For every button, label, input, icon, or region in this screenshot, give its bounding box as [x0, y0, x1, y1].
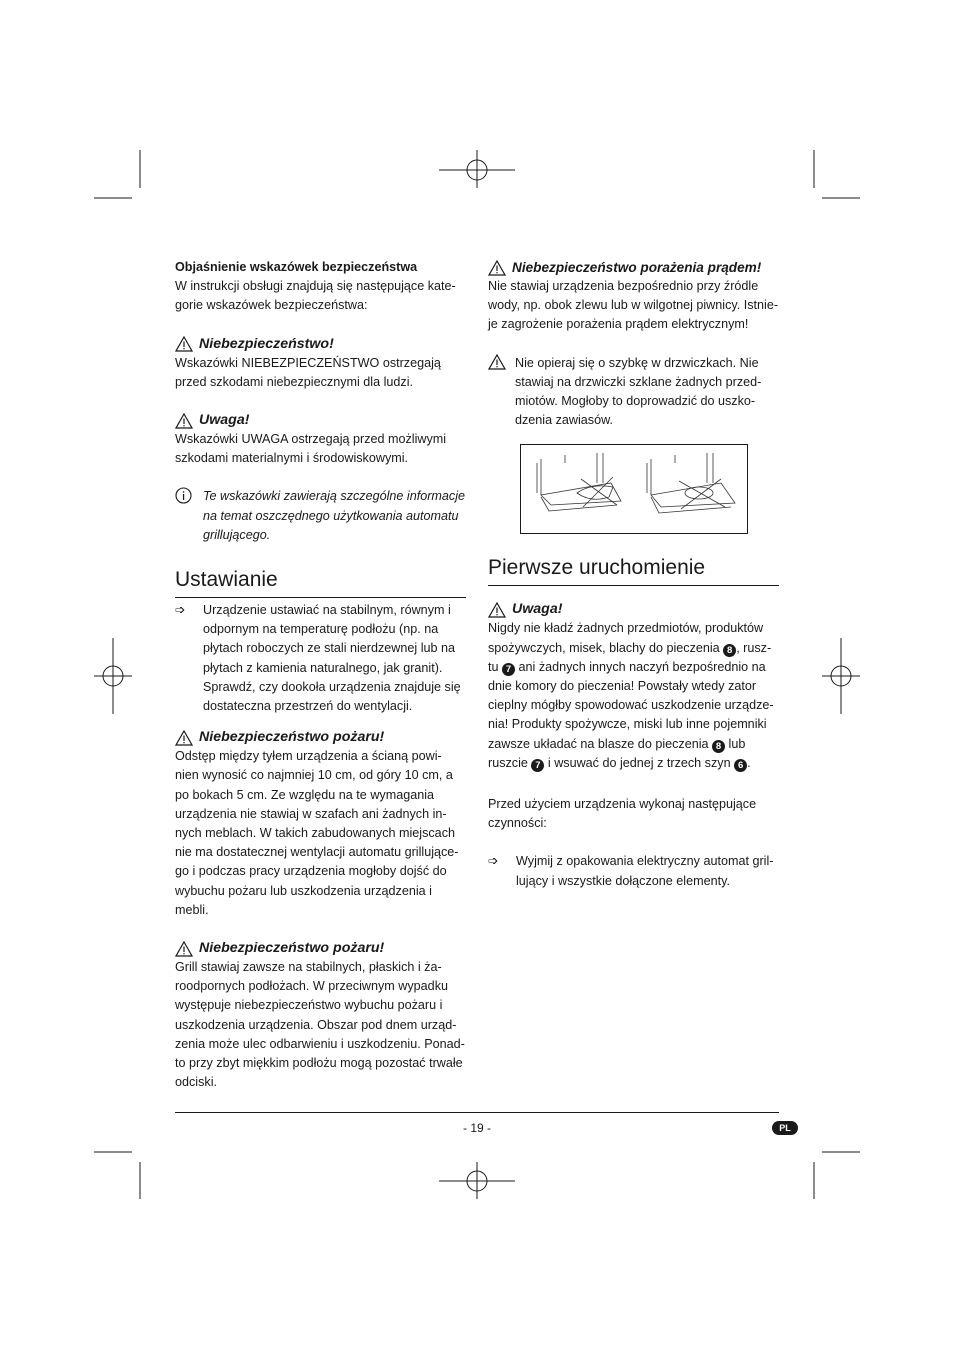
unpack-item-text: Wyjmij z opakowania elektryczny automat gril- lujący i wszystkie dołączone elementy.	[516, 854, 774, 888]
ref-badge: 6	[734, 759, 747, 772]
danger-text: Wskazówki NIEBEZPIECZEŃSTWO ostrzegają przed szkodami niebezpiecznymi dla ludzi.	[175, 355, 441, 389]
caution-title-2: Uwaga!	[512, 601, 563, 618]
section-title-setup: Ustawianie	[175, 567, 466, 598]
caution-heading-2	[488, 600, 779, 619]
warning-triangle-icon	[175, 336, 193, 352]
setup-list-item	[175, 601, 466, 716]
arrow-bullet-icon: ➩	[175, 603, 186, 618]
page-number: - 19 -	[462, 1121, 491, 1135]
left-column	[175, 258, 466, 1093]
info-icon	[175, 487, 192, 504]
arrow-bullet-icon: ➩	[488, 854, 499, 869]
warning-triangle-icon	[175, 413, 193, 429]
shock-danger-text: Nie stawiaj urządzenia bezpośrednio przy źródle wody, np. obok zlewu lub w wilgotnej piwnicy. Istnie- je zagrożenie porażenia prądem elektrycznym!	[488, 279, 779, 332]
door-warning	[488, 354, 779, 431]
footer-rule	[175, 1112, 779, 1113]
safety-explanation-heading: Objaśnienie wskazówek bezpieczeństwa	[175, 260, 418, 274]
caution-title: Uwaga!	[199, 412, 250, 429]
door-illustration	[520, 444, 748, 534]
before-use-text: Przed użyciem urządzenia wykonaj następujące czynności:	[488, 797, 757, 831]
danger-heading	[175, 335, 466, 354]
warning-triangle-icon	[175, 730, 193, 746]
fire-danger-text-2: Grill stawiaj zawsze na stabilnych, płaskich i ża- roodpornych podłożach. W przeciwnym wypadku występuje niebezpieczeństwo wybuchu pożaru i uszkodzenia urządzenia. Obszar pod dnem urząd- zenia może ulec odbarwieniu i uszkodzeniu. Ponad- to przy zbyt miękkim podłożu mogą pozostać trwałe odciski.	[175, 960, 465, 1090]
right-column	[488, 258, 779, 891]
shock-danger-heading	[488, 258, 779, 277]
unpack-list-item	[488, 852, 779, 890]
caution-text-2: Nigdy nie kładź żadnych przedmiotów, produktów spożywczych, misek, blachy do pieczenia 8 , rusz- tu 7 ani żadnych innych naczyń bezpośrednio na dnie komory do pieczenia! Powstały wtedy zator cieplny mógłby spowodować uszkodzenie urządze- nia! Produkty spożywcze, miski lub inne pojemniki zawsze układać na blasze do pieczenia 8 lub ruszcie 7 i wsuwać do jednej z trzech szyn 6 .	[488, 621, 774, 771]
shock-danger-title: Niebezpieczeństwo porażenia prądem!	[512, 260, 762, 275]
fire-danger-text-1: Odstęp między tyłem urządzenia a ścianą powi- nien wynosić co najmniej 10 cm, od góry 10 cm, a po bokach 5 cm. Ze względu na te wymagania urządzenia nie stawiaj w szafach ani żadnych in- nych meblach. W takich zabudowanych miejscach nie ma dostatecznej wentylacji automatu grillujące- go i podczas pracy urządzenia mogłoby dojść do wybuchu pożaru lub uszkodzenia urządzenia i mebli.	[175, 749, 459, 917]
language-badge: PL	[772, 1121, 798, 1135]
caution-text: Wskazówki UWAGA ostrzegają przed możliwymi szkodami materialnymi i środowiskowymi.	[175, 432, 447, 466]
safety-explanation-text: W instrukcji obsługi znajdują się następujące kate- gorie wskazówek bezpieczeństwa:	[175, 279, 456, 313]
ref-badge: 8	[712, 740, 725, 753]
ref-badge: 7	[531, 759, 544, 772]
warning-triangle-icon	[488, 602, 506, 618]
ref-badge: 8	[723, 644, 736, 657]
info-note	[175, 487, 466, 545]
warning-triangle-icon	[488, 260, 506, 276]
danger-title: Niebezpieczeństwo!	[199, 335, 334, 352]
info-text: Te wskazówki zawierają szczególne informacje na temat oszczędnego użytkowania automatu grillującego.	[203, 489, 466, 542]
caution-heading	[175, 411, 466, 430]
fire-danger-title-2: Niebezpieczeństwo pożaru!	[199, 940, 385, 957]
section-title-first-use: Pierwsze uruchomienie	[488, 555, 779, 586]
warning-triangle-icon	[488, 354, 506, 370]
ref-badge: 7	[502, 663, 515, 676]
fire-danger-heading-1	[175, 728, 466, 747]
setup-item-text: Urządzenie ustawiać na stabilnym, równym i odpornym na temperaturę podłożu (np. na płytach roboczych ze stali nierdzewnej lub na płytach z kamienia naturalnego, jak granit). Sprawdź, czy dookoła urządzenia znajduje się dostateczna przestrzeń do wentylacji.	[203, 603, 461, 714]
fire-danger-title-1: Niebezpieczeństwo pożaru!	[199, 729, 385, 746]
warning-triangle-icon	[175, 941, 193, 957]
do-not-lean-on-door-drawing	[521, 445, 747, 533]
door-warning-text: Nie opieraj się o szybkę w drzwiczkach. Nie stawiaj na drzwiczki szklane żadnych przed- miotów. Mogłoby to doprowadzić do uszko- dzenia zawiasów.	[515, 355, 762, 428]
fire-danger-heading-2	[175, 939, 466, 958]
